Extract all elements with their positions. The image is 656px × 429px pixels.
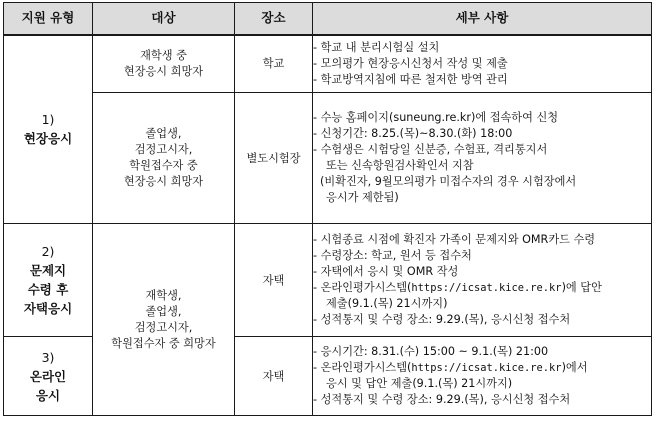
detail-line: - 수험생은 시험당일 신분증, 수험표, 격리통지서 [313, 143, 548, 156]
target-line: 졸업생, [145, 304, 182, 318]
target-line: 검정고시자, [134, 143, 193, 156]
type-cell-paper-home [4, 224, 93, 337]
detail-line: 응시가 제한됨) [326, 191, 399, 204]
table-header-row [4, 3, 652, 35]
target-cell [93, 93, 235, 224]
website-url: suneung.re.kr [393, 111, 471, 124]
target-line: 졸업생, [145, 127, 182, 140]
detail-text: )에 접속하여 신청 [470, 111, 559, 124]
type-cell-onsite [4, 35, 93, 224]
detail-line: - 학교 내 분리시험실 설치 [313, 40, 440, 54]
target-line: 재학생, [145, 288, 182, 302]
detail-line [313, 280, 651, 296]
target-line: 학원접수자 중 희망자 [111, 336, 216, 350]
target-line: 재학생 중 [140, 48, 187, 62]
detail-cell [313, 224, 652, 337]
detail-line: - 신청기간: 8.25.(목)~8.30.(화) 18:00 [313, 127, 513, 140]
place-cell: 자택 [235, 224, 313, 337]
target-cell [93, 35, 235, 93]
detail-line: - 자택에서 응시 및 OMR 작성 [313, 265, 459, 278]
detail-line: - 모의평가 현장응시신청서 작성 및 제출 [313, 56, 508, 70]
detail-text: - 온라인평가시스템( [313, 361, 412, 374]
type-label: 온라인 [29, 368, 67, 384]
detail-line: 응시 및 답안 제출(9.1.(목) 21시까지) [326, 377, 513, 390]
place-cell: 학교 [235, 35, 313, 93]
table-row [4, 35, 652, 93]
place-cell: 자택 [235, 337, 313, 416]
header-place: 장소 [235, 3, 313, 35]
detail-text: - 온라인평가시스템( [313, 281, 412, 294]
table-row [4, 93, 652, 224]
detail-line: - 성적통지 및 수령 장소: 9.29.(목), 응시신청 접수처 [313, 313, 571, 326]
detail-line: - 수령장소: 학교, 원서 등 접수처 [313, 249, 472, 262]
type-label: 응시 [35, 387, 61, 403]
detail-cell [313, 35, 652, 93]
type-number: 1) [41, 112, 55, 128]
target-line: 현장응시 희망자 [123, 175, 204, 188]
target-cell-shared [93, 224, 235, 416]
detail-line [313, 360, 651, 376]
type-label: 현장응시 [23, 131, 73, 147]
target-line: 현장응시 희망자 [123, 64, 204, 78]
header-target: 대상 [93, 3, 235, 35]
type-number: 3) [41, 349, 55, 365]
detail-line: - 학교방역지침에 따른 철저한 방역 관리 [313, 72, 508, 86]
detail-line [313, 110, 651, 126]
target-line: 학원접수자 중 [129, 159, 198, 172]
type-number: 2) [41, 244, 55, 259]
detail-cell [313, 337, 652, 416]
type-label: 수령 후 [27, 282, 69, 297]
header-type: 지원 유형 [4, 3, 93, 35]
support-type-table [3, 2, 652, 416]
detail-line: - 응시기간: 8.31.(수) 15:00 ~ 9.1.(목) 21:00 [313, 345, 549, 358]
website-url: https://icsat.kice.re.kr [411, 282, 562, 294]
detail-line: - 성적통지 및 수령 장소: 9.29.(목), 응시신청 접수처 [313, 393, 571, 406]
header-detail: 세부 사항 [313, 3, 652, 35]
place-cell: 별도시험장 [235, 93, 313, 224]
target-line: 검정고시자, [134, 320, 193, 334]
detail-cell [313, 93, 652, 224]
detail-line: 제출(9.1.(목) 21시까지) [326, 297, 448, 310]
table-row [4, 224, 652, 337]
detail-line: 또는 신속항원검사확인서 지참 [326, 159, 474, 172]
website-url: https://icsat.kice.re.kr [411, 362, 562, 374]
type-label: 자택응시 [23, 301, 73, 316]
detail-line: - 시험종료 시점에 확진자 가족이 문제지와 OMR카드 수령 [313, 233, 596, 246]
detail-line: (비확진자, 9월모의평가 미접수자의 경우 시험장에서 [320, 175, 577, 188]
detail-text: - 수능 홈페이지( [313, 111, 394, 124]
type-label: 문제지 [29, 263, 67, 278]
detail-text: )에서 [561, 361, 588, 374]
type-cell-online [4, 337, 93, 416]
detail-text: )에 답안 [561, 281, 602, 294]
